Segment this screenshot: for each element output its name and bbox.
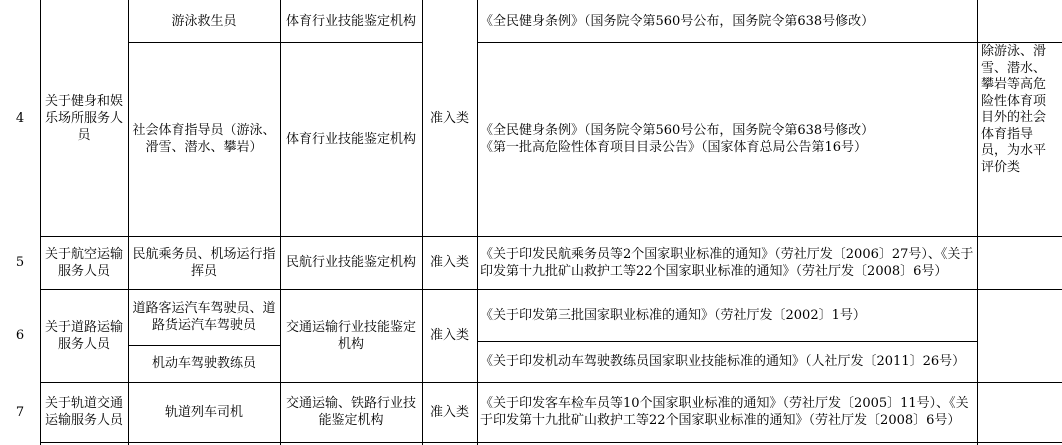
- basis-cell: 《关于印发民航乘务员等2个国家职业标准的通知》（劳社厅发〔2006〕27号）、《关于印发第十九批矿山救护工等22个国家职业标准的通知》（劳社厅发〔2008〕6号）: [480, 246, 974, 279]
- type-cell: 准入类: [429, 328, 469, 343]
- basis-line: 《全民健身条例》（国务院令第560号公布，国务院令第638号修改）: [480, 123, 875, 138]
- type-cell: 准入类: [429, 404, 469, 420]
- row-number: 6: [15, 328, 25, 343]
- row-number: 7: [15, 404, 25, 420]
- category-cell: 关于航空运输服务人员: [44, 246, 123, 279]
- occupation-cell: 游泳救生员: [171, 13, 237, 29]
- occupation-cell: 道路客运汽车驾驶员、道路货运汽车驾驶员: [132, 301, 276, 333]
- basis-cell: 《全民健身条例》（国务院令第560号公布，国务院令第638号修改）: [480, 13, 875, 29]
- occupation-cell: 社会体育指导员（游泳、滑雪、潜水、攀岩）: [132, 123, 276, 155]
- agency-cell: 交通运输行业技能鉴定机构: [285, 319, 416, 352]
- basis-cell: 《关于印发客车检车员等10个国家职业标准的通知》（劳社厅发〔2005〕11号）、《关于印发第十九批矿山救护工等22个国家职业标准的通知》（劳社厅发〔2008〕6号）: [480, 396, 969, 428]
- basis-cell: [477, 42, 977, 236]
- row-number: 5: [15, 255, 25, 270]
- category-cell: 关于道路运输服务人员: [44, 319, 123, 352]
- occupation-cell: 机动车驾驶教练员: [151, 356, 256, 371]
- agency-cell: 交通运输、铁路行业技能鉴定机构: [285, 396, 416, 428]
- type-cell: 准入类: [429, 255, 469, 270]
- agency-cell: 体育行业技能鉴定机构: [285, 131, 416, 147]
- remark-cell: 除游泳、滑雪、潜水、攀岩等高危险性体育项目外的社会体育指导员，为水平评价类: [981, 44, 1047, 175]
- occupation-cell: 民航乘务员、机场运行指挥员: [132, 246, 276, 279]
- occupation-cell: 轨道列车司机: [164, 404, 243, 420]
- row-number: 4: [15, 110, 25, 126]
- category-cell: 关于健身和娱乐场所服务人员: [44, 93, 123, 143]
- category-cell: 关于轨道交通运输服务人员: [44, 396, 123, 428]
- agency-cell: 民航行业技能鉴定机构: [285, 255, 416, 270]
- type-cell: 准入类: [429, 110, 469, 126]
- basis-cell: 《关于印发第三批国家职业标准的通知》（劳社厅发〔2002〕1号）: [480, 307, 866, 323]
- row-divider: [40, 442, 1062, 443]
- basis-cell: 《关于印发机动车驾驶教练员国家职业技能标准的通知》（人社厅发〔2011〕26号）: [480, 354, 966, 369]
- basis-line: 《第一批高危险性体育项目目录公告》（国家体育总局公告第16号）: [480, 140, 868, 155]
- agency-cell: 体育行业技能鉴定机构: [285, 13, 416, 29]
